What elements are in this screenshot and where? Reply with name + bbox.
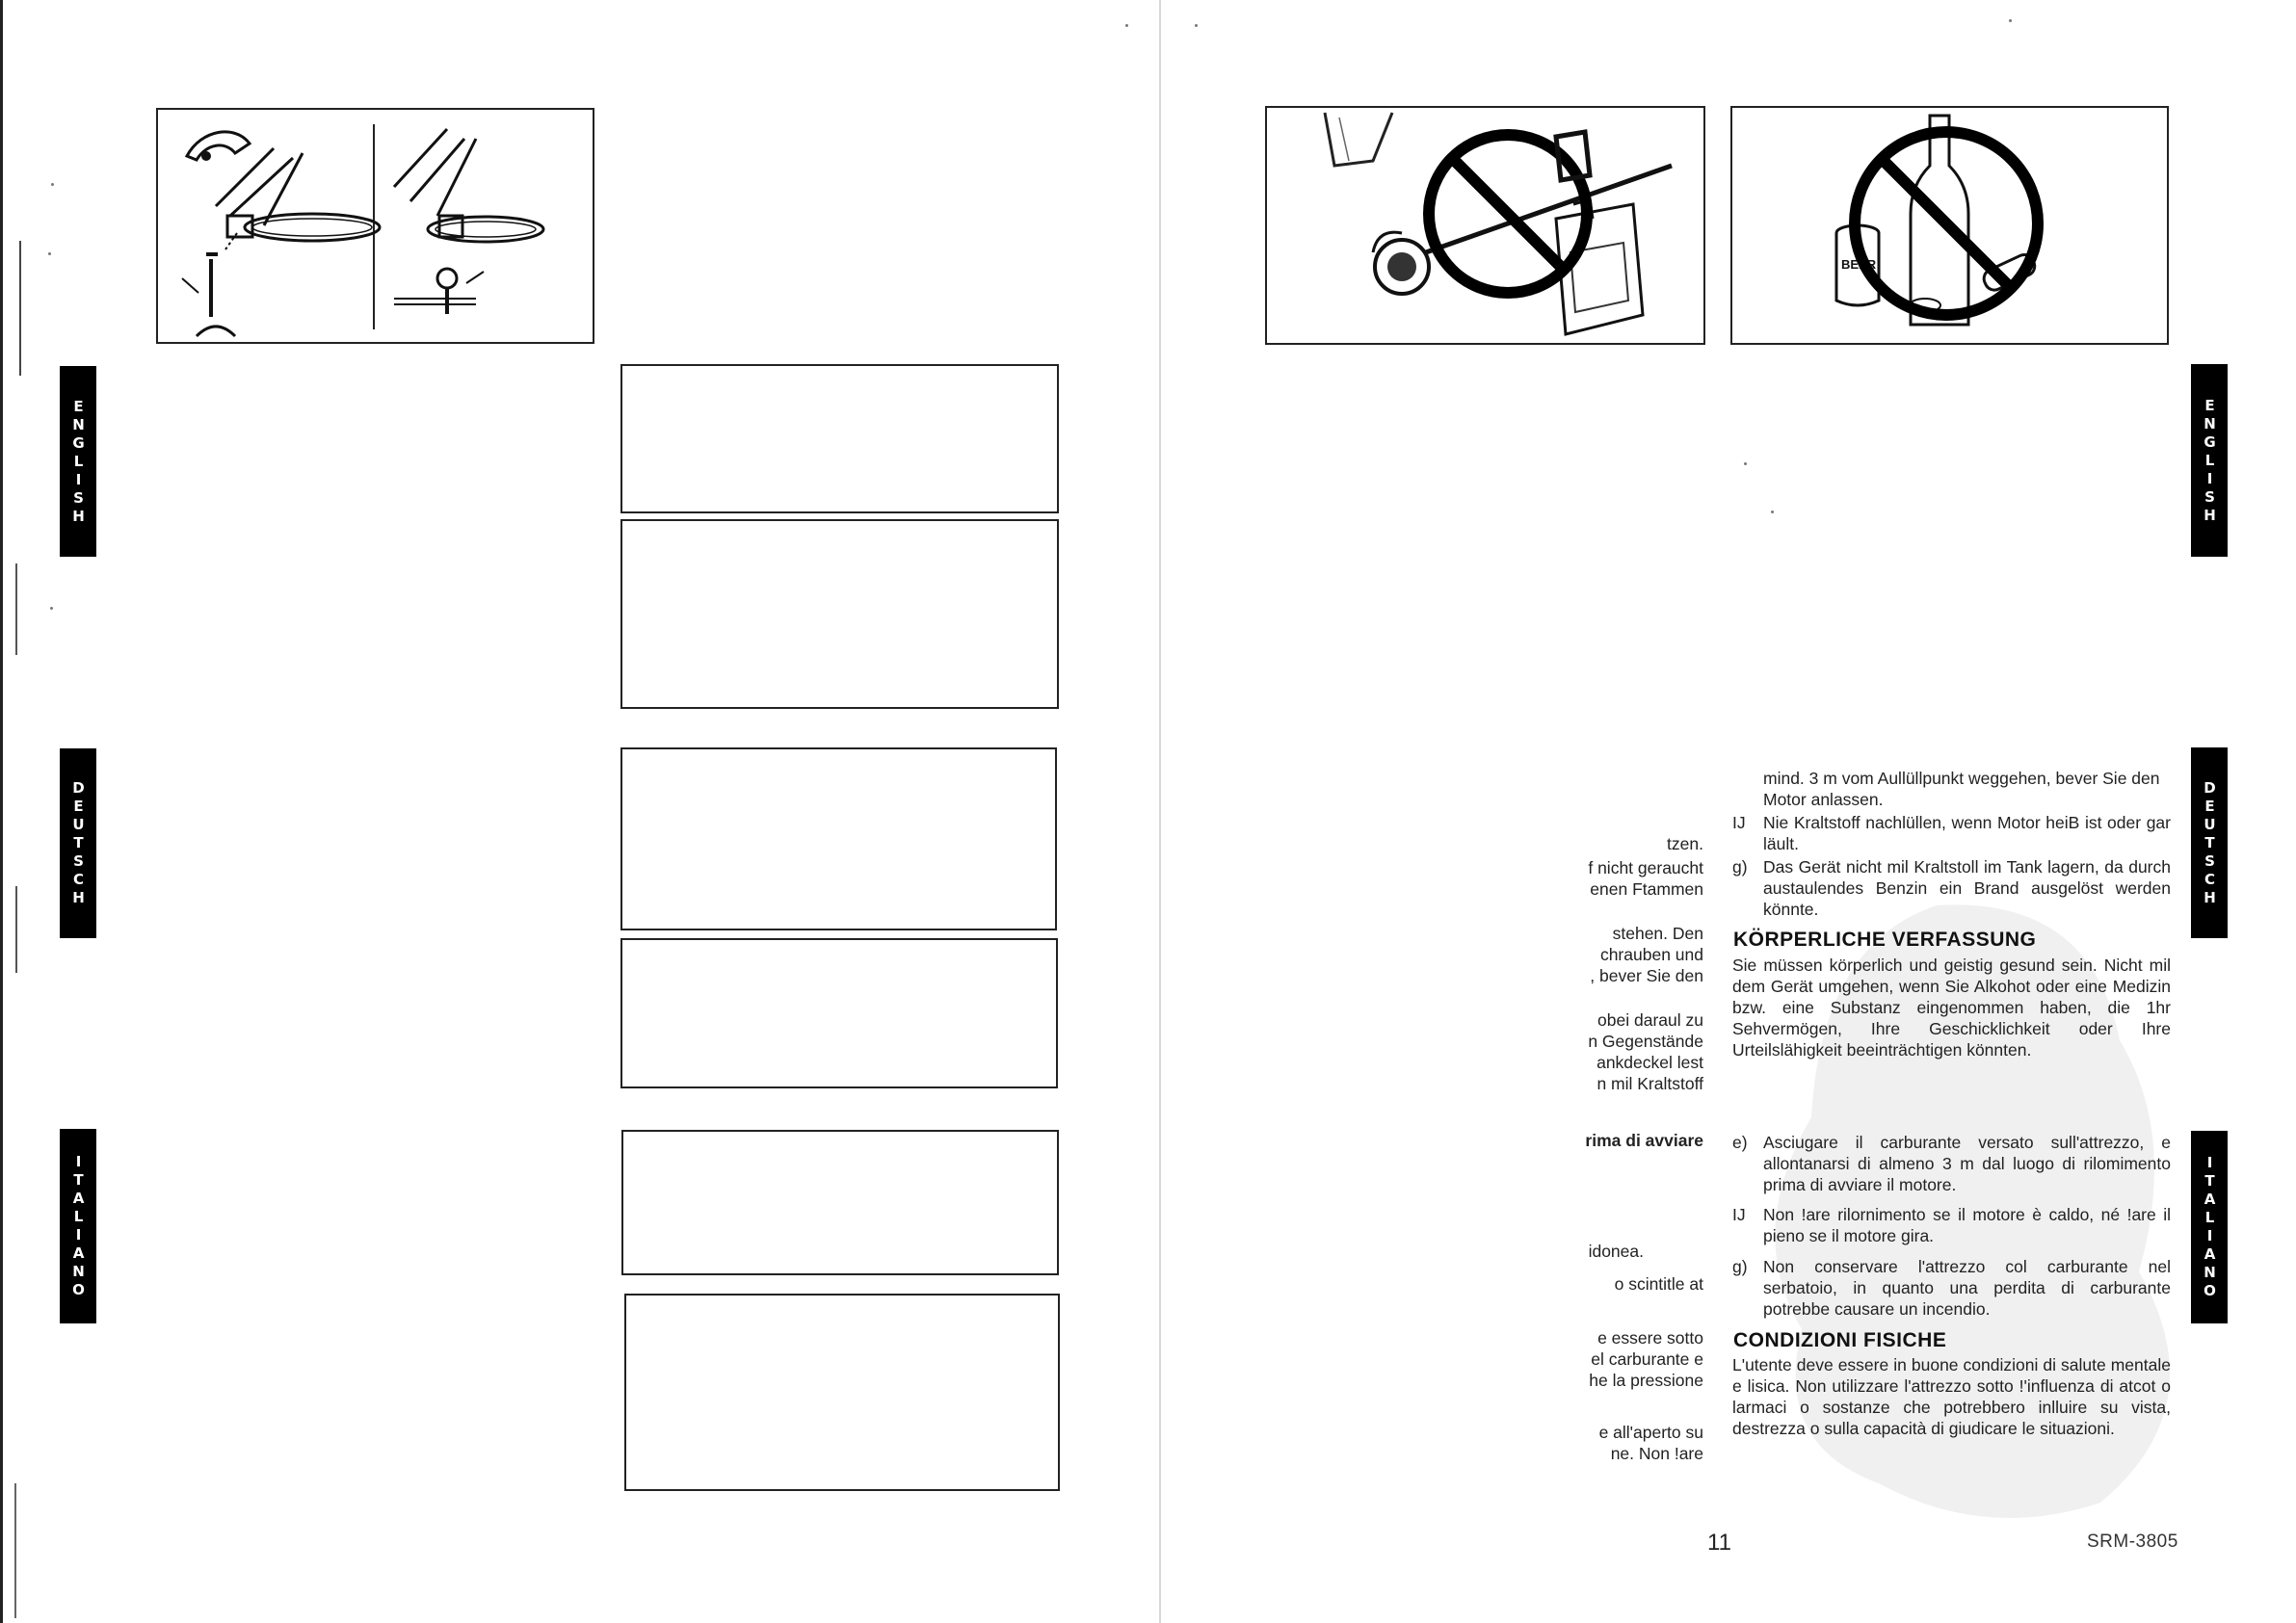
speck — [48, 252, 51, 255]
it-item-g — [1732, 1256, 2171, 1320]
speck — [2009, 19, 2012, 22]
no-alcohol-illustration — [1732, 108, 2167, 343]
speck — [1195, 24, 1198, 27]
language-tab-english-right — [2191, 364, 2228, 557]
de-fragment: f nicht geraucht — [1588, 858, 1703, 877]
harness-figure — [156, 108, 594, 344]
tab-label: ENGLISH — [2201, 396, 2219, 525]
margin-mark — [15, 886, 17, 973]
it-fragment: he la pressione — [1589, 1371, 1703, 1390]
tab-label: ITALIANO — [2201, 1154, 2219, 1300]
it-item-label: IJ — [1732, 1205, 1746, 1224]
de-fragment: stehen. Den — [1612, 924, 1703, 943]
de-item-text: Das Gerät nicht mil Kraltstoll im Tank lagern, da durch austaulendes Benzin ein Brand ausgelöst werden könnte. — [1763, 857, 2171, 919]
de-fragment: chrauben und — [1599, 945, 1703, 964]
text-box — [620, 364, 1059, 513]
it-fragment: ne. Non !are — [1610, 1444, 1703, 1463]
de-cont-line: Motor anlassen. — [1763, 790, 1884, 809]
it-fragment: el carburante e — [1591, 1349, 1703, 1369]
de-paragraph: Sie müssen körperlich und geistig gesund sein. Nicht mil dem Gerät umgehen, wenn Sie Alkohot oder eine Medizin bzw. eine Substanz eingenommen haben, die 1hr Sehvermögen, Ihre Geschicklichkeit oder Ihre Urteilslähigkeit beeinträchtigen könnten. — [1732, 955, 2171, 1060]
de-fragment: n Gegenstände — [1588, 1032, 1703, 1051]
no-alcohol-figure — [1730, 106, 2169, 345]
it-fragment: idonea. — [1588, 1242, 1644, 1261]
it-item-e — [1732, 1132, 2171, 1195]
it-item-label: e) — [1732, 1133, 1748, 1152]
tab-label: DEUTSCH — [69, 779, 88, 907]
de-section-heading: KÖRPERLICHE VERFASSUNG — [1733, 929, 2037, 951]
tab-label: ITALIANO — [69, 1153, 88, 1299]
it-fragment: e all'aperto su — [1598, 1423, 1703, 1442]
margin-mark — [15, 563, 17, 655]
page-number: 11 — [1707, 1530, 1731, 1556]
de-fragment: ankdeckel lest — [1597, 1053, 1703, 1072]
it-fragment: e essere sotto — [1597, 1328, 1703, 1348]
it-item-text: Asciugare il carburante versato sull'attrezzo, e allontanarsi di almeno 3 m dal luogo di rilomimento prima di avviare il motore. — [1763, 1133, 2171, 1194]
language-tab-deutsch — [60, 748, 96, 938]
it-item-f — [1732, 1204, 2171, 1246]
speck — [1125, 24, 1128, 27]
harness-illustration — [158, 110, 593, 342]
it-item-text: Non !are rilornimento se il motore è caldo, né !are il pieno se il motore gira. — [1763, 1205, 2171, 1245]
text-box — [620, 938, 1058, 1088]
de-fragment: , bever Sie den — [1590, 966, 1703, 985]
it-section-heading: CONDIZIONI FISICHE — [1733, 1329, 1947, 1351]
de-item-label: IJ — [1732, 813, 1746, 832]
de-continuation — [1732, 768, 2171, 810]
speck — [1771, 510, 1774, 513]
beer-can-label: BEER — [1841, 257, 1877, 272]
margin-mark — [14, 1483, 16, 1618]
page-left-edge — [0, 0, 3, 1623]
it-item-label: g) — [1732, 1257, 1748, 1276]
de-fragment: obei daraul zu — [1597, 1010, 1703, 1030]
text-box — [624, 1294, 1060, 1491]
it-item-text: Non conservare l'attrezzo col carburante nel serbatoio, in quanto una perdita di carburante potrebbe causare un incendio. — [1763, 1257, 2171, 1319]
de-item-g — [1732, 856, 2171, 920]
spine-fold — [1159, 0, 1161, 1623]
de-fragment: enen Ftammen — [1590, 879, 1703, 899]
margin-mark — [19, 241, 21, 376]
de-fragment: n mil Kraltstoff — [1597, 1074, 1703, 1093]
language-tab-english — [60, 366, 96, 557]
no-refuel-figure — [1265, 106, 1705, 345]
speck — [51, 183, 54, 186]
speck — [1744, 462, 1747, 465]
it-paragraph: L'utente deve essere in buone condizioni di salute mentale e lisica. Non utilizzare l'attrezzo sotto !'influenza di atcot o larmaci o sostanze che potrebbero inlluire su vista, destrezza o sulla capacità di giudicare le situazioni. — [1732, 1355, 2171, 1438]
no-refuel-illustration — [1267, 108, 1703, 343]
de-item-label: g) — [1732, 857, 1748, 877]
text-box — [620, 519, 1059, 709]
de-item-f — [1732, 812, 2171, 854]
language-tab-italiano — [60, 1129, 96, 1323]
it-fragment-bold: rima di avviare — [1585, 1131, 1703, 1150]
de-cont-line: mind. 3 m vom Aullüllpunkt weggehen, bever Sie den — [1763, 769, 2160, 788]
tab-label: ENGLISH — [69, 397, 88, 526]
de-item-text: Nie Kraltstoff nachlüllen, wenn Motor heiB ist oder gar läult. — [1763, 813, 2171, 853]
tab-label: DEUTSCH — [2201, 778, 2219, 907]
text-box — [620, 747, 1057, 930]
de-fragment: tzen. — [1667, 834, 1703, 853]
text-box — [621, 1130, 1059, 1275]
it-fragment: o scintitle at — [1614, 1274, 1703, 1294]
model-number: SRM-3805 — [2087, 1531, 2178, 1552]
speck — [50, 607, 53, 610]
